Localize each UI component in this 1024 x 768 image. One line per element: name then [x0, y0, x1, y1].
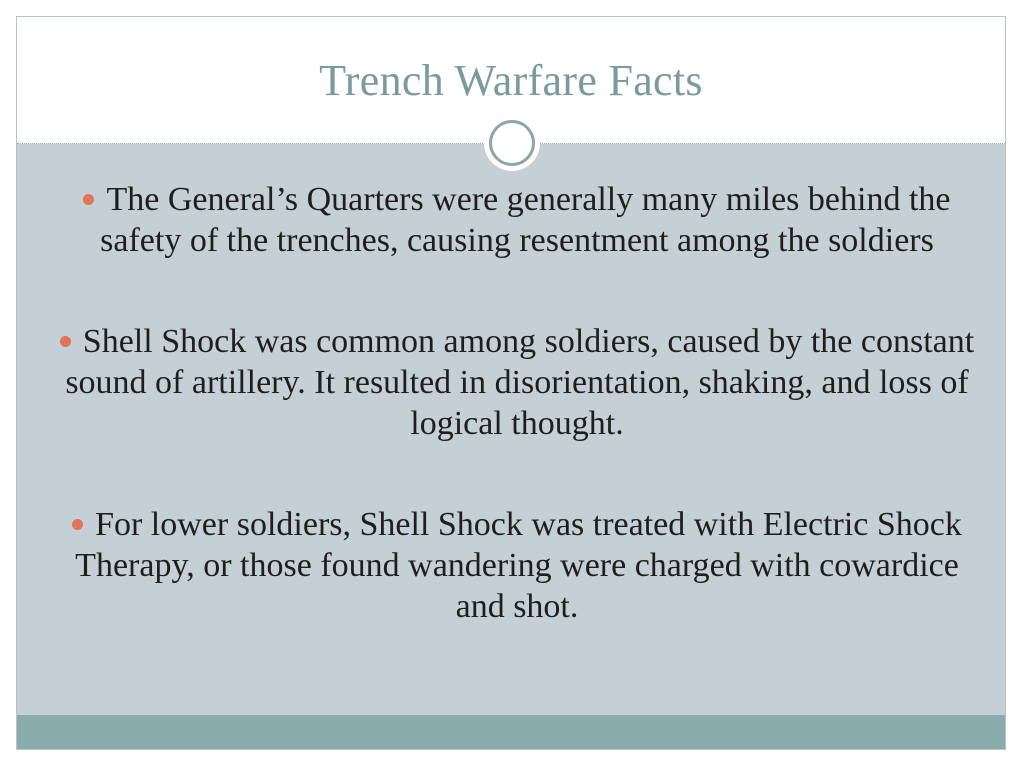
bullet-dot-icon: [83, 194, 94, 205]
slide: [16, 16, 1006, 750]
bullet-dot-icon: [60, 336, 71, 347]
bullet-text: Shell Shock was common among soldiers, caused by the constant sound of artillery. It resulted in disorientation, shaking, and loss of logical thought.: [65, 323, 975, 442]
bullet-text: The General’s Quarters were generally many miles behind the safety of the trenches, causing resentment among the soldiers: [100, 181, 951, 259]
bullet-item: [57, 321, 977, 444]
slide-title: Trench Warfare Facts: [319, 56, 703, 105]
ring: [489, 120, 535, 166]
footer-band: [17, 715, 1005, 749]
bullet-item: [57, 179, 977, 261]
bullet-list: [57, 179, 977, 627]
bullet-text: For lower soldiers, Shell Shock was treated with Electric Shock Therapy, or those found wandering were charged with cowardice and shot.: [75, 506, 962, 625]
bullet-dot-icon: [72, 519, 83, 530]
circle-ring-icon: [484, 115, 540, 171]
bullet-item: [57, 504, 977, 627]
